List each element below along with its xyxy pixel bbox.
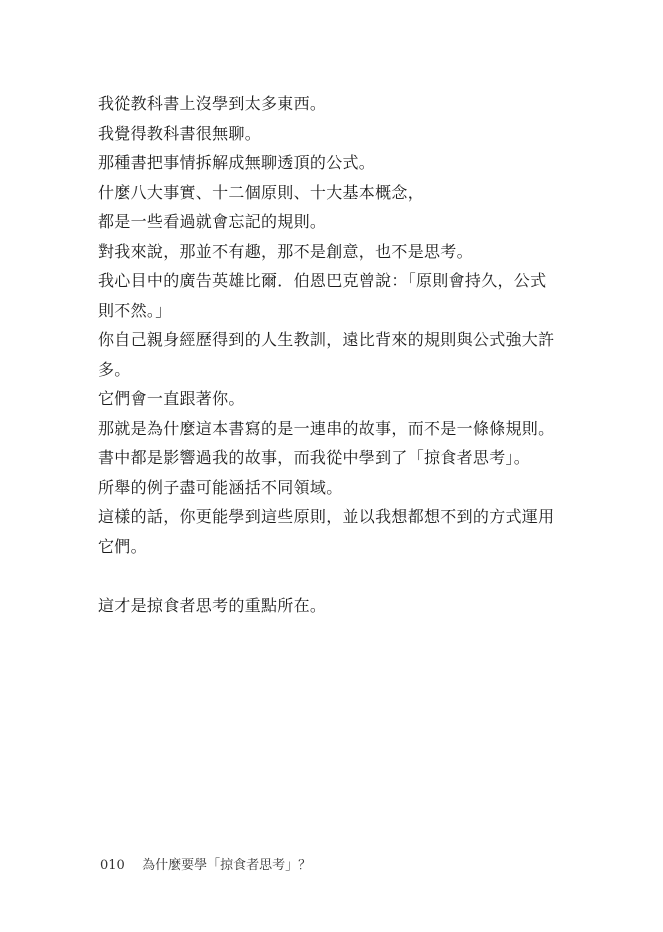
running-title: 為什麼要學「掠食者思考」？	[142, 858, 312, 873]
body-line: 我覺得教科書很無聊。	[98, 123, 262, 143]
blank-line	[98, 561, 568, 591]
page-number: 010	[100, 858, 125, 873]
body-line: 書中都是影響過我的故事，而我從中學到了「掠食者思考」。	[98, 448, 531, 467]
body-line: 它們會一直跟著你。	[98, 389, 245, 408]
body-line: 則不然。」	[98, 300, 172, 320]
body-line: 對我來說，那並不有趣，那不是創意，也不是思考。	[98, 241, 473, 261]
body-line: 你自己親身經歷得到的人生教訓，遠比背來的規則與公式強大許	[98, 330, 555, 349]
body-line: 我從教科書上沒學到太多東西。	[98, 94, 327, 113]
page-footer	[100, 857, 311, 875]
body-line: 所舉的例子盡可能涵括不同領域。	[98, 477, 343, 497]
body-line: 我心目中的廣告英雄比爾．伯恩巴克曾說：「原則會持久，公式	[98, 271, 547, 290]
body-text	[98, 89, 568, 620]
body-line: 它們。	[98, 536, 147, 556]
body-line: 什麼八大事實、十二個原則、十大基本概念，	[98, 182, 425, 202]
body-line: 那種書把事情拆解成無聊透頂的公式。	[98, 153, 376, 172]
closing-line: 這才是掠食者思考的重點所在。	[98, 595, 327, 615]
body-line: 那就是為什麼這本書寫的是一連串的故事，而不是一條條規則。	[98, 418, 555, 438]
body-line: 都是一些看過就會忘記的規則。	[98, 212, 327, 231]
body-line: 這樣的話，你更能學到這些原則，並以我想都想不到的方式運用	[98, 507, 555, 526]
body-line: 多。	[98, 359, 131, 379]
